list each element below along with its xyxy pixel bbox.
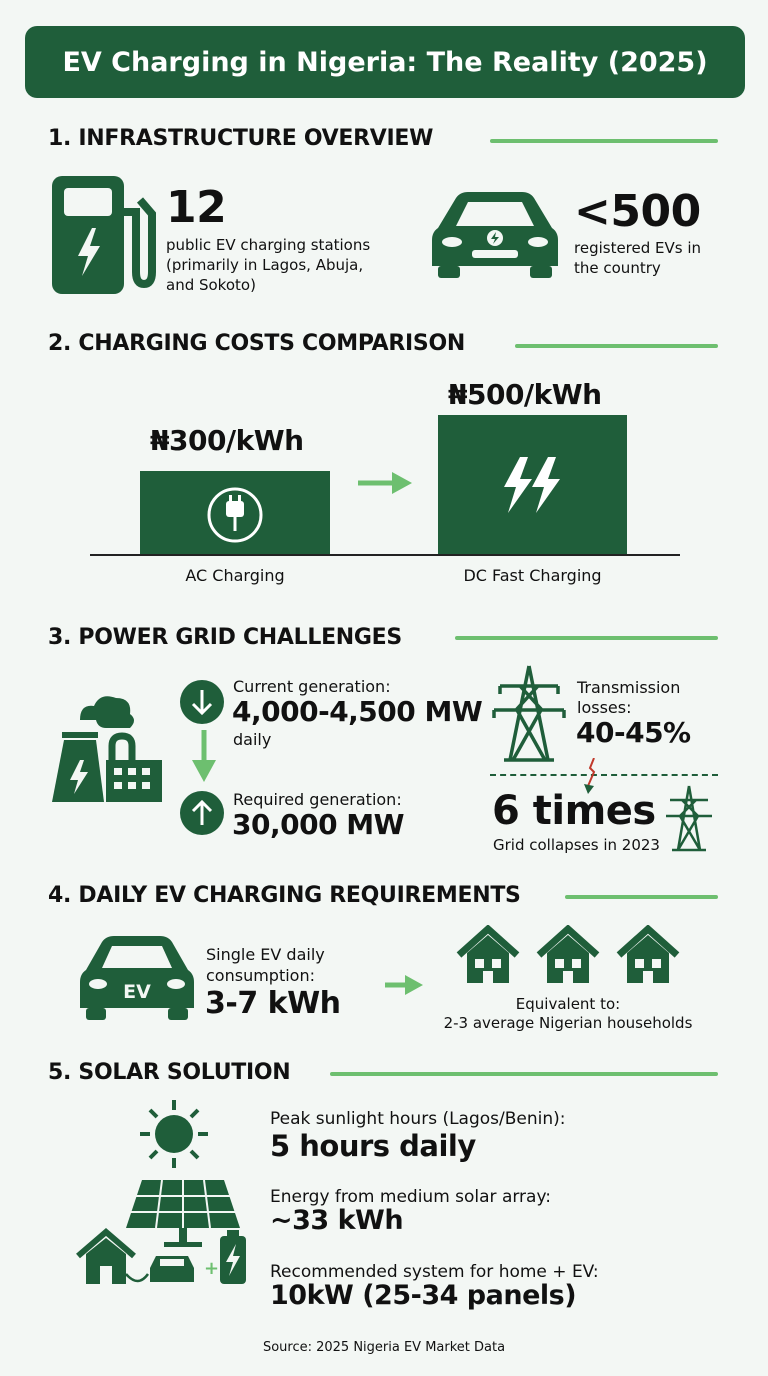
source-note: Source: 2025 Nigeria EV Market Data	[262, 1340, 506, 1355]
baseline	[90, 554, 680, 556]
section-3-heading: 3. POWER GRID CHALLENGES	[48, 625, 402, 650]
arrow-down-circle-icon	[180, 680, 224, 724]
divider	[490, 139, 718, 143]
sunlight-value: 5 hours daily	[270, 1129, 476, 1163]
ev-badge: EV	[123, 981, 151, 1003]
divider	[565, 895, 718, 899]
section-5-heading: 5. SOLAR SOLUTION	[48, 1060, 291, 1085]
transmission-tower-icon	[490, 664, 568, 762]
houses-icons	[455, 925, 681, 985]
required-gen-value: 30,000 MW	[232, 808, 405, 841]
consumption-label-1: Single EV daily	[206, 945, 325, 964]
arrow-up-circle-icon	[180, 791, 224, 835]
evs-count: <500	[574, 186, 701, 237]
fuel-pump-icon	[48, 172, 158, 297]
house-icon	[615, 925, 681, 985]
ac-price: ₦300/kWh	[150, 424, 304, 457]
current-gen-value: 4,000-4,500 MW	[232, 695, 483, 728]
consumption-value: 3-7 kWh	[205, 986, 341, 1021]
stations-count: 12	[166, 182, 227, 233]
current-gen-label: Current generation:	[233, 677, 391, 696]
dc-bar	[438, 415, 627, 555]
collapses-value: 6 times	[492, 788, 656, 834]
divider	[515, 344, 718, 348]
dc-price: ₦500/kWh	[448, 378, 602, 411]
ac-bar	[140, 471, 330, 555]
losses-label-2: losses:	[577, 698, 632, 717]
system-label: Recommended system for home + EV:	[270, 1262, 599, 1282]
evs-desc-2: the country	[574, 259, 661, 277]
car-icon	[428, 188, 562, 280]
evs-desc-1: registered EVs in	[574, 239, 702, 257]
home-ev-battery-icon	[76, 1226, 256, 1288]
section-4-heading: 4. DAILY EV CHARGING REQUIREMENTS	[48, 883, 521, 908]
dashed-divider	[490, 774, 718, 776]
title-banner	[25, 26, 745, 98]
system-value: 10kW (25-34 panels)	[270, 1280, 577, 1311]
section-2-heading: 2. CHARGING COSTS COMPARISON	[48, 331, 465, 356]
consumption-label-2: consumption:	[206, 966, 315, 985]
equivalent-label: Equivalent to:	[515, 995, 621, 1013]
stations-desc-2: (primarily in Lagos, Abuja,	[166, 256, 364, 274]
ac-label: AC Charging	[185, 566, 285, 585]
page-title: EV Charging in Nigeria: The Reality (2025)	[62, 46, 708, 78]
array-value: ~33 kWh	[270, 1205, 404, 1236]
damaged-tower-icon	[664, 784, 714, 852]
arrow-right-icon	[385, 975, 423, 995]
ev-car-icon	[78, 934, 196, 1022]
stations-desc-3: and Sokoto)	[166, 276, 256, 294]
stations-desc-1: public EV charging stations	[166, 236, 371, 254]
dc-label: DC Fast Charging	[463, 566, 602, 585]
required-gen-label: Required generation:	[233, 790, 402, 809]
house-icon	[535, 925, 601, 985]
divider	[330, 1072, 718, 1076]
losses-label-1: Transmission	[577, 678, 681, 697]
lightning-icon	[498, 455, 568, 515]
arrow-right-icon	[358, 472, 412, 494]
collapses-label: Grid collapses in 2023	[493, 836, 660, 854]
svg-text:+: +	[204, 1258, 220, 1279]
section-1-heading: 1. INFRASTRUCTURE OVERVIEW	[48, 126, 434, 151]
current-gen-sub: daily	[233, 730, 272, 749]
power-plant-icon	[50, 690, 168, 805]
array-label: Energy from medium solar array:	[270, 1187, 552, 1207]
losses-value: 40-45%	[576, 716, 691, 749]
house-icon	[455, 925, 521, 985]
divider	[455, 636, 718, 640]
sun-icon	[138, 1098, 210, 1170]
green-arrow-down-icon	[192, 730, 216, 782]
equivalent-value: 2-3 average Nigerian households	[443, 1014, 693, 1032]
sunlight-label: Peak sunlight hours (Lagos/Benin):	[270, 1109, 566, 1129]
